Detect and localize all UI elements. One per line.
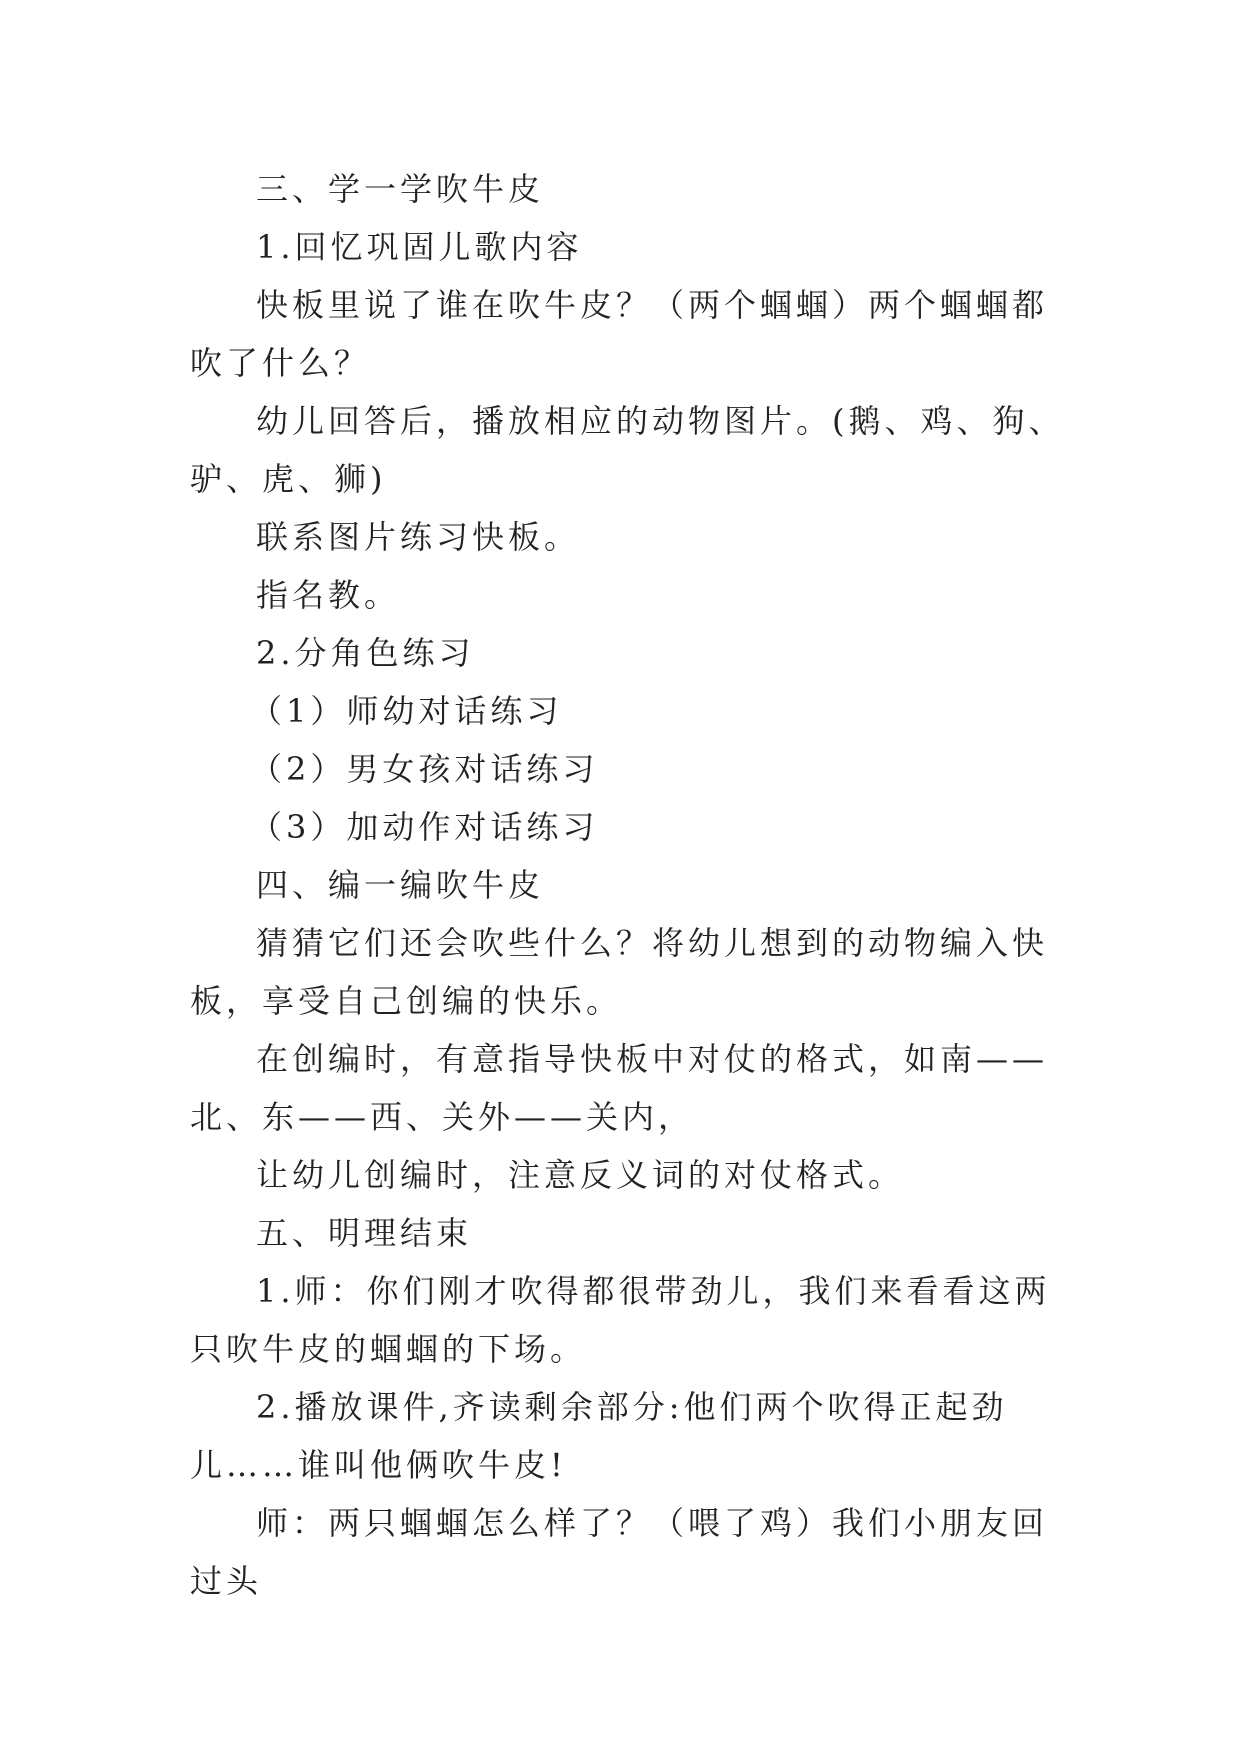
paragraph: 联系图片练习快板。 <box>256 518 581 556</box>
paragraph: 快板里说了谁在吹牛皮？（两个蝈蝈）两个蝈蝈都吹了什么？ <box>190 286 1049 382</box>
paragraph: 猜猜它们还会吹些什么？将幼儿想到的动物编入快板，享受自己创编的快乐。 <box>190 924 1049 1020</box>
paragraph: 师：两只蝈蝈怎么样了？（喂了鸡）我们小朋友回过头 <box>190 1504 1049 1600</box>
paragraph: 幼儿回答后，播放相应的动物图片。(鹅、鸡、狗、驴、虎、狮) <box>190 402 1065 498</box>
paragraph: 在创编时，有意指导快板中对仗的格式，如南——北、东——西、关外——关内， <box>190 1040 1049 1136</box>
document-body <box>190 160 1070 1610</box>
section-heading-3: 三、学一学吹牛皮 <box>256 170 545 208</box>
paragraph: 让幼儿创编时，注意反义词的对仗格式。 <box>256 1156 905 1194</box>
paragraph: 指名教。 <box>256 576 401 614</box>
section-heading-4: 四、编一编吹牛皮 <box>256 866 545 904</box>
step-heading-2: 2.分角色练习 <box>256 634 475 672</box>
paragraph: 2.播放课件,齐读剩余部分:他们两个吹得正起劲儿……谁叫他俩吹牛皮! <box>190 1388 1008 1484</box>
list-item: （1）师幼对话练习 <box>250 692 563 730</box>
step-heading-1: 1.回忆巩固儿歌内容 <box>256 228 583 266</box>
list-item: （2）男女孩对话练习 <box>250 750 599 788</box>
list-item: （3）加动作对话练习 <box>250 808 599 846</box>
paragraph: 1.师：你们刚才吹得都很带劲儿，我们来看看这两只吹牛皮的蝈蝈的下场。 <box>190 1272 1051 1368</box>
section-heading-5: 五、明理结束 <box>256 1214 473 1252</box>
